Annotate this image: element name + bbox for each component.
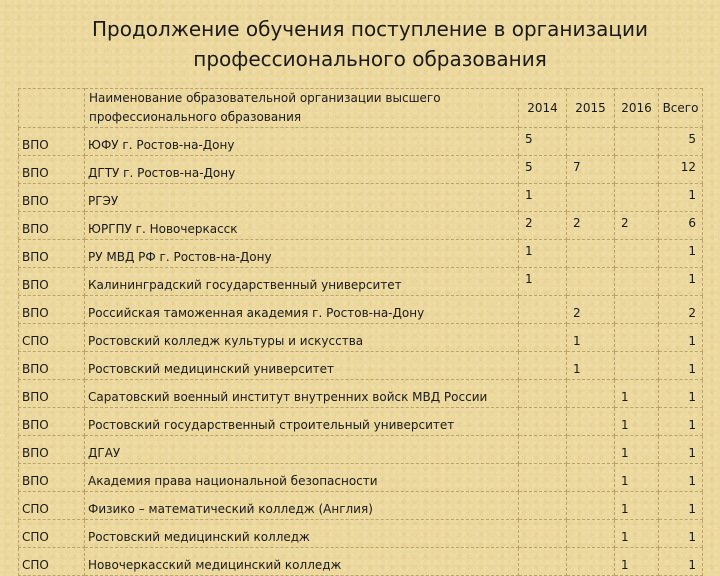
row-value-2016: 1 [621, 418, 629, 432]
row-value-2016: 1 [621, 558, 629, 572]
row-value-total: 1 [688, 446, 696, 460]
row-value-2014-cell [519, 464, 567, 492]
row-value-total: 1 [688, 244, 696, 258]
row-value-2016-cell [615, 436, 659, 464]
row-value-2016-cell [615, 156, 659, 184]
row-institution-name: ЮФУ г. Ростов-на-Дону [85, 128, 519, 156]
row-value-2015-cell [567, 464, 615, 492]
table-row [19, 408, 703, 436]
table-row [19, 240, 703, 268]
row-value-2015-cell [567, 548, 615, 576]
row-value-total-cell [659, 520, 703, 548]
row-value-2016-cell [615, 492, 659, 520]
row-value-total-cell [659, 464, 703, 492]
row-value-total: 1 [688, 418, 696, 432]
row-institution-name: ЮРГПУ г. Новочеркасск [85, 212, 519, 240]
row-value-2015-cell [567, 212, 615, 240]
header-total: Всего [659, 89, 703, 128]
row-value-2014: 1 [525, 244, 533, 258]
row-value-2015-cell [567, 184, 615, 212]
row-value-2014-cell [519, 492, 567, 520]
table-row [19, 548, 703, 576]
row-value-2015-cell [567, 408, 615, 436]
row-value-2014: 1 [525, 188, 533, 202]
row-value-2015: 2 [573, 306, 581, 320]
row-value-2016-cell [615, 548, 659, 576]
row-value-2016: 1 [621, 446, 629, 460]
row-value-total: 1 [688, 334, 696, 348]
row-institution-name: Российская таможенная академия г. Ростов-на-Дону [85, 296, 519, 324]
table-row [19, 156, 703, 184]
table-row [19, 184, 703, 212]
row-institution-name: РУ МВД РФ г. Ростов-на-Дону [85, 240, 519, 268]
row-value-total-cell [659, 128, 703, 156]
row-type: ВПО [19, 436, 85, 464]
row-value-total: 12 [680, 160, 696, 174]
row-value-2015-cell [567, 240, 615, 268]
header-type-cell [19, 89, 85, 128]
row-institution-name: Калининградский государственный университет [85, 268, 519, 296]
admissions-table [18, 88, 703, 576]
row-value-total: 1 [688, 474, 696, 488]
table-row [19, 128, 703, 156]
row-value-2015-cell [567, 436, 615, 464]
row-value-2015-cell [567, 268, 615, 296]
row-value-2016: 2 [621, 216, 629, 230]
row-type: СПО [19, 324, 85, 352]
row-value-2014-cell [519, 240, 567, 268]
row-institution-name: Ростовский медицинский университет [85, 352, 519, 380]
row-value-2016: 1 [621, 530, 629, 544]
row-institution-name: Новочеркасский медицинский колледж [85, 548, 519, 576]
row-value-2014-cell [519, 296, 567, 324]
table-row [19, 436, 703, 464]
row-value-total-cell [659, 492, 703, 520]
row-value-total-cell [659, 408, 703, 436]
row-value-2014: 5 [525, 132, 533, 146]
row-value-total-cell [659, 240, 703, 268]
row-institution-name: ДГТУ г. Ростов-на-Дону [85, 156, 519, 184]
row-value-2015: 2 [573, 216, 581, 230]
row-value-2014-cell [519, 268, 567, 296]
table-row [19, 520, 703, 548]
header-2015: 2015 [567, 89, 615, 128]
row-value-2015-cell [567, 324, 615, 352]
page-title-line-2: профессионального образования [193, 47, 547, 71]
table-row [19, 212, 703, 240]
row-value-total: 1 [688, 502, 696, 516]
row-value-total: 2 [688, 306, 696, 320]
row-value-total: 1 [688, 558, 696, 572]
row-value-2016-cell [615, 296, 659, 324]
row-value-total-cell [659, 324, 703, 352]
row-value-2016-cell [615, 268, 659, 296]
row-value-2016-cell [615, 380, 659, 408]
row-value-total: 1 [688, 272, 696, 286]
row-value-2016-cell [615, 408, 659, 436]
table-row [19, 324, 703, 352]
page-title-line-1: Продолжение обучения поступление в организации [92, 17, 648, 41]
row-value-2015-cell [567, 520, 615, 548]
row-institution-name: Ростовский колледж культуры и искусства [85, 324, 519, 352]
row-type: ВПО [19, 380, 85, 408]
row-institution-name: Физико – математический колледж (Англия) [85, 492, 519, 520]
row-type: ВПО [19, 464, 85, 492]
row-value-2014-cell [519, 380, 567, 408]
row-institution-name: Ростовский государственный строительный университет [85, 408, 519, 436]
row-value-2014-cell [519, 324, 567, 352]
row-value-total-cell [659, 352, 703, 380]
row-value-total: 1 [688, 362, 696, 376]
row-type: ВПО [19, 268, 85, 296]
row-value-2014-cell [519, 352, 567, 380]
row-value-total-cell [659, 212, 703, 240]
row-value-2015: 1 [573, 334, 581, 348]
row-value-2014-cell [519, 184, 567, 212]
row-value-2014-cell [519, 548, 567, 576]
row-institution-name: РГЭУ [85, 184, 519, 212]
row-type: ВПО [19, 156, 85, 184]
row-value-2016-cell [615, 520, 659, 548]
row-value-2016-cell [615, 212, 659, 240]
row-value-2014-cell [519, 520, 567, 548]
row-type: ВПО [19, 212, 85, 240]
row-value-2014-cell [519, 156, 567, 184]
row-institution-name: Ростовский медицинский колледж [85, 520, 519, 548]
row-type: ВПО [19, 408, 85, 436]
row-value-2014-cell [519, 436, 567, 464]
row-value-2014: 1 [525, 272, 533, 286]
row-value-total-cell [659, 380, 703, 408]
row-value-total-cell [659, 156, 703, 184]
row-value-2016-cell [615, 464, 659, 492]
row-value-2015-cell [567, 380, 615, 408]
row-value-total: 1 [688, 530, 696, 544]
row-value-2016-cell [615, 128, 659, 156]
row-value-2016-cell [615, 184, 659, 212]
row-value-total-cell [659, 436, 703, 464]
row-type: ВПО [19, 352, 85, 380]
table-row [19, 268, 703, 296]
table-row [19, 492, 703, 520]
row-value-2016: 1 [621, 502, 629, 516]
row-value-total: 1 [688, 390, 696, 404]
row-type: СПО [19, 492, 85, 520]
row-value-2014-cell [519, 408, 567, 436]
header-2014: 2014 [519, 89, 567, 128]
row-value-2016: 1 [621, 390, 629, 404]
row-value-2015-cell [567, 352, 615, 380]
row-value-2014: 5 [525, 160, 533, 174]
row-value-total-cell [659, 296, 703, 324]
row-value-2016-cell [615, 352, 659, 380]
row-institution-name: Академия права национальной безопасности [85, 464, 519, 492]
row-value-total-cell [659, 184, 703, 212]
row-type: СПО [19, 548, 85, 576]
row-type: ВПО [19, 128, 85, 156]
row-value-2016-cell [615, 240, 659, 268]
row-value-2014: 2 [525, 216, 533, 230]
row-type: ВПО [19, 240, 85, 268]
row-value-total: 6 [688, 216, 696, 230]
row-value-2015: 7 [573, 160, 581, 174]
row-value-2015-cell [567, 156, 615, 184]
row-type: ВПО [19, 296, 85, 324]
row-value-2015-cell [567, 128, 615, 156]
row-value-2015: 1 [573, 362, 581, 376]
row-value-total: 5 [688, 132, 696, 146]
row-value-2016-cell [615, 324, 659, 352]
header-2016: 2016 [615, 89, 659, 128]
row-value-2014-cell [519, 212, 567, 240]
row-value-2014-cell [519, 128, 567, 156]
table-row [19, 464, 703, 492]
row-institution-name: ДГАУ [85, 436, 519, 464]
row-value-2016: 1 [621, 474, 629, 488]
row-value-total-cell [659, 268, 703, 296]
row-value-total: 1 [688, 188, 696, 202]
row-type: СПО [19, 520, 85, 548]
table-row [19, 296, 703, 324]
row-value-2015-cell [567, 296, 615, 324]
table-row [19, 380, 703, 408]
row-value-2015-cell [567, 492, 615, 520]
table-row [19, 352, 703, 380]
row-value-total-cell [659, 548, 703, 576]
page-title [0, 14, 720, 74]
table-header-row [19, 89, 703, 128]
header-name: Наименование образовательной организации высшего профессионального образования [85, 89, 519, 128]
row-type: ВПО [19, 184, 85, 212]
row-institution-name: Саратовский военный институт внутренних войск МВД России [85, 380, 519, 408]
